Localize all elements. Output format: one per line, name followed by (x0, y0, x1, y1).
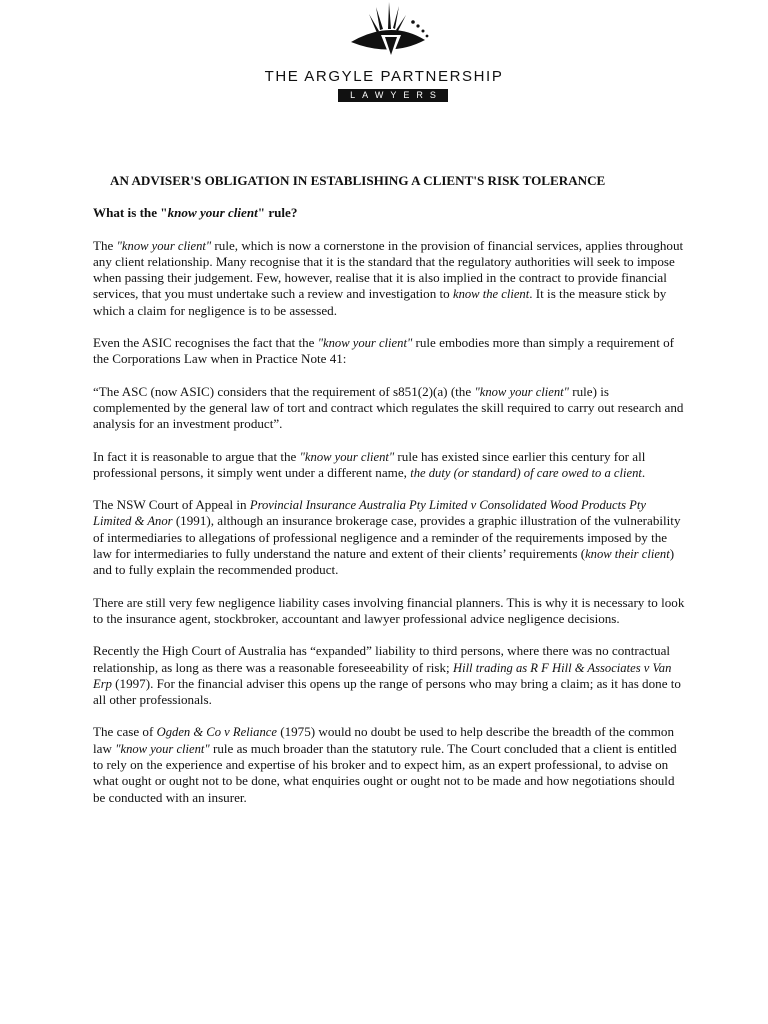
firm-name: THE ARGYLE PARTNERSHIP (264, 68, 504, 85)
text-run: The (93, 237, 117, 253)
firm-subtitle-lawyers: LAWYERS (338, 89, 448, 102)
italic-text-run: "know your client" (474, 384, 569, 399)
document-title: AN ADVISER'S OBLIGATION IN ESTABLISHING A CLIENT'S RISK TOLERANCE (110, 173, 606, 188)
italic-text-run: "know your client" (299, 449, 395, 464)
text-run: Even the ASIC recognises the fact that the (93, 335, 318, 351)
text-run: rule) is complemented by the general law of tort and contract which regulates the skill required to carry out research and analysis for an investment product”. (93, 383, 684, 432)
text-run: The case of (93, 724, 157, 740)
italic-text-run: know your client (167, 205, 258, 221)
paragraph (93, 497, 685, 578)
italic-text-run: Provincial Insurance Australia Pty Limited v Consolidated Wood Products Pty Limited & Anor (93, 498, 646, 529)
italic-text-run: "know your client" (116, 238, 212, 253)
text-run: rule as much broader than the statutory rule. The Court concluded that a client is entitled to rely on the experience and expertise of his broker and to expect him, as an expert professional, to advise on what ought or ought not to be done, what enquiries ought or ought not to be made and how negotiations should be conducted with an insurer. (93, 740, 677, 805)
italic-text-run: "know your client" (115, 741, 210, 756)
text-run: Recently the High Court of Australia has “expanded” liability to third persons, where there was no contractual relationship, as long as there was a reasonable foreseeability of risk; (93, 643, 671, 675)
paragraph (93, 384, 685, 433)
italic-text-run: Hill trading as R F Hill & Associates v Van Erp (93, 660, 672, 691)
text-run: rule, which is now a cornerstone in the provision of financial services, applies throughout any client relationship. Many recognise that it is the standard that the regulatory authorities will seek to impose when passing their judgement. Few, however, realise that it is also implied in the contract to provide financial services, that you must undertake such a review and investigation to (93, 237, 684, 302)
paragraph (93, 449, 685, 482)
text-run: ) and to fully explain the recommended product. (93, 546, 675, 578)
paragraph (93, 335, 685, 368)
text-run: The NSW Court of Appeal in (93, 497, 250, 513)
paragraph (93, 643, 685, 708)
paragraph (93, 595, 685, 628)
paragraph (93, 238, 685, 319)
italic-text-run: "know your client" (317, 336, 413, 351)
text-run: " rule? (257, 205, 298, 221)
text-run: In fact it is reasonable to argue that the (93, 448, 300, 464)
paragraph (93, 724, 685, 805)
text-run: (1975) would no doubt be used to help describe the breadth of the common law (93, 724, 675, 756)
italic-text-run: know their client (585, 547, 670, 562)
italic-text-run: Ogden & Co v Reliance (156, 725, 277, 740)
italic-text-run: know the client (452, 287, 530, 302)
section-heading (93, 205, 685, 221)
letterhead (0, 0, 768, 110)
text-run: (1991), although an insurance brokerage case, provides a graphic illustration of the vulnerability of intermediaries to allegations of professional negligence and a reminder of the requirements imposed by the law for intermediaries to fully understand the nature and extent of their clients’ requirements ( (93, 513, 681, 562)
text-run: . It is the measure stick by which a claim for negligence is to be assessed. (93, 286, 667, 318)
argyle-sunburst-eye-logo-icon (343, 2, 439, 64)
text-run: rule has existed since earlier this century for all professional persons, it simply went under a different name, (93, 448, 646, 480)
text-run: rule embodies more than simply a requirement of the Corporations Law when in Practice Note 41: (93, 335, 675, 367)
text-run: There are still very few negligence liability cases involving financial planners. This is why it is necessary to look to the insurance agent, stockbroker, accountant and lawyer professional advice negligence decisions. (93, 594, 685, 626)
document-body (93, 173, 685, 806)
text-run: . (641, 464, 646, 480)
text-run: What is the " (93, 205, 168, 221)
text-run: (1997). For the financial adviser this opens up the range of persons who may bring a claim; as it has done to all other professionals. (93, 675, 681, 708)
italic-text-run: the duty (or standard) of care owed to a client (410, 465, 642, 480)
text-run: “The ASC (now ASIC) considers that the requirement of s851(2)(a) (the (93, 383, 475, 399)
